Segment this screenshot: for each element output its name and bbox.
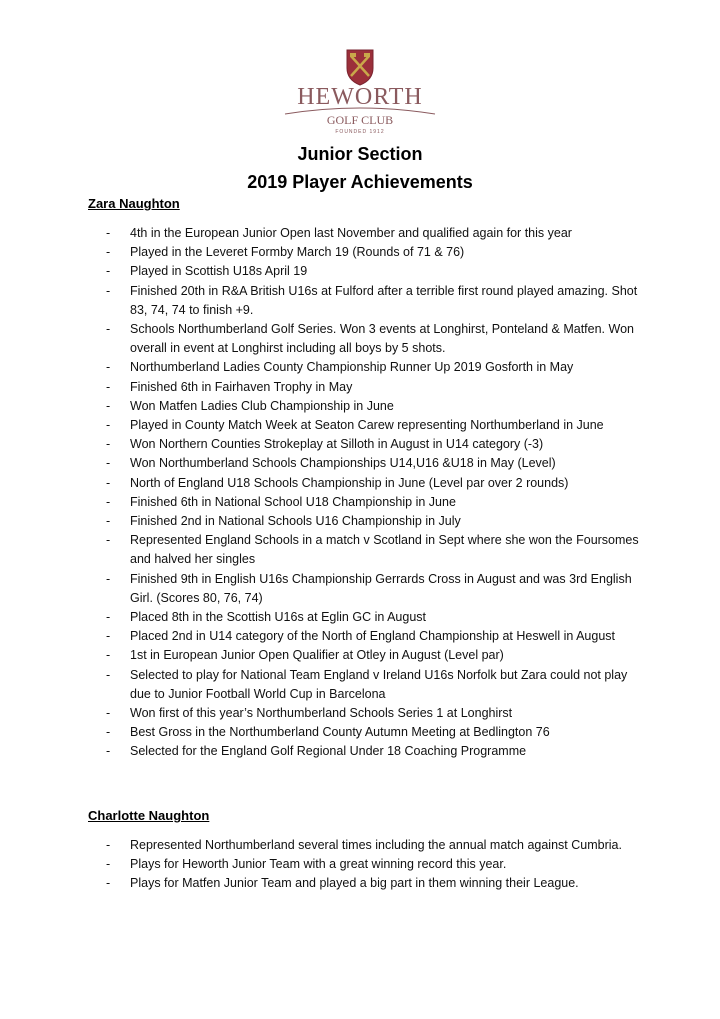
achievement-text: Represented England Schools in a match v Scotland in Sept where she won the Foursomes and halved her singles bbox=[130, 533, 639, 567]
list-item: - Plays for Heworth Junior Team with a great winning record this year. bbox=[106, 857, 507, 872]
list-item: - Represented Northumberland several times including the annual match against Cumbria. bbox=[106, 838, 622, 852]
list-item: - Best Gross in the Northumberland County Autumn Meeting at Bedlington 76 bbox=[106, 725, 550, 740]
club-logo bbox=[275, 48, 445, 138]
achievement-text: Placed 2nd in U14 category of the North of England Championship at Heswell in August bbox=[130, 629, 616, 644]
achievement-text: Won Northumberland Schools Championships U14,U16 &U18 in May (Level) bbox=[130, 456, 556, 471]
list-item: - 4th in the European Junior Open last November and qualified again for this year bbox=[106, 226, 572, 240]
achievement-text: 4th in the European Junior Open last November and qualified again for this year bbox=[130, 226, 572, 240]
list-item: - Won first of this year’s Northumberland Schools Series 1 at Longhirst bbox=[106, 706, 513, 721]
list-item: - 1st in European Junior Open Qualifier at Otley in August (Level par) bbox=[106, 648, 504, 663]
achievement-text: Schools Northumberland Golf Series. Won 3 events at Longhirst, Ponteland & Matfen. Won overall in event at Longhirst including all boys by 5 shots. bbox=[130, 322, 634, 356]
achievement-text: Won Northern Counties Strokeplay at Silloth in August in U14 category (-3) bbox=[130, 437, 544, 452]
achievement-text: Finished 9th in English U16s Championship Gerrards Cross in August and was 3rd English Girl. (Scores 80, 76, 74) bbox=[130, 571, 632, 605]
achievement-text: Played in Scottish U18s April 19 bbox=[130, 264, 308, 279]
list-item: - North of England U18 Schools Championship in June (Level par over 2 rounds) bbox=[106, 475, 569, 490]
achievement-text: Won first of this year’s Northumberland Schools Series 1 at Longhirst bbox=[130, 706, 513, 721]
achievement-text: Played in the Leveret Formby March 19 (Rounds of 71 & 76) bbox=[130, 245, 465, 260]
list-item: - Northumberland Ladies County Championship Runner Up 2019 Gosforth in May bbox=[106, 360, 574, 375]
list-item: - Won Northumberland Schools Championships U14,U16 &U18 in May (Level) bbox=[106, 456, 556, 471]
list-item: - Finished 9th in English U16s Championship Gerrards Cross in August and was 3rd English Girl. (Scores 80, 76, 74) bbox=[106, 571, 632, 605]
list-item: - Played in the Leveret Formby March 19 (Rounds of 71 & 76) bbox=[106, 245, 465, 260]
list-item: - Finished 6th in Fairhaven Trophy in May bbox=[106, 379, 353, 394]
achievement-text: Finished 2nd in National Schools U16 Championship in July bbox=[130, 514, 461, 529]
achievement-text: Northumberland Ladies County Championship Runner Up 2019 Gosforth in May bbox=[130, 360, 574, 375]
list-item: - Finished 20th in R&A British U16s at Fulford after a terrible first round played amazing. Shot 83, 74, 74 to finish +9. bbox=[106, 283, 638, 317]
achievement-text: Plays for Matfen Junior Team and played a big part in them winning their League. bbox=[130, 876, 579, 891]
list-item: - Selected for the England Golf Regional Under 18 Coaching Programme bbox=[106, 744, 527, 759]
achievement-text: Won Matfen Ladies Club Championship in June bbox=[130, 398, 394, 413]
list-item: - Played in Scottish U18s April 19 bbox=[106, 264, 308, 279]
achievement-list-charlotte bbox=[88, 836, 648, 894]
list-item: - Finished 6th in National School U18 Championship in June bbox=[106, 494, 456, 509]
achievement-text: Finished 6th in Fairhaven Trophy in May bbox=[130, 379, 353, 394]
section-title: Junior Section bbox=[297, 144, 423, 164]
achievement-text: North of England U18 Schools Championship in June (Level par over 2 rounds) bbox=[130, 475, 569, 490]
list-item: - Selected to play for National Team England v Ireland U16s Norfolk but Zara could not play due to Junior Football World Cup in Barcelona bbox=[106, 667, 628, 701]
achievement-text: Finished 6th in National School U18 Championship in June bbox=[130, 494, 456, 509]
list-item: - Won Northern Counties Strokeplay at Silloth in August in U14 category (-3) bbox=[106, 437, 544, 452]
list-item: - Represented England Schools in a match v Scotland in Sept where she won the Foursomes and halved her singles bbox=[106, 533, 639, 567]
list-item: - Won Matfen Ladies Club Championship in June bbox=[106, 398, 394, 413]
shield-crest-icon bbox=[345, 48, 375, 86]
achievement-text: Represented Northumberland several times including the annual match against Cumbria. bbox=[130, 838, 622, 852]
achievement-text: 1st in European Junior Open Qualifier at Otley in August (Level par) bbox=[130, 648, 504, 663]
list-item: - Placed 8th in the Scottish U16s at Eglin GC in August bbox=[106, 610, 427, 625]
list-item: - Placed 2nd in U14 category of the North of England Championship at Heswell in August bbox=[106, 629, 616, 644]
achievement-text: Best Gross in the Northumberland County Autumn Meeting at Bedlington 76 bbox=[130, 725, 550, 740]
list-item: - Plays for Matfen Junior Team and played a big part in them winning their League. bbox=[106, 876, 579, 891]
list-item: - Played in County Match Week at Seaton Carew representing Northumberland in June bbox=[106, 418, 604, 433]
list-item: - Finished 2nd in National Schools U16 Championship in July bbox=[106, 514, 461, 529]
achievement-text: Finished 20th in R&A British U16s at Fulford after a terrible first round played amazing. Shot 83, 74, 74 to finish +9. bbox=[130, 283, 638, 317]
player-name-charlotte: Charlotte Naughton bbox=[88, 808, 210, 823]
achievement-text: Selected to play for National Team England v Ireland U16s Norfolk but Zara could not play due to Junior Football World Cup in Barcelona bbox=[130, 667, 628, 701]
achievement-text: Plays for Heworth Junior Team with a great winning record this year. bbox=[130, 857, 507, 872]
club-subtitle: GOLF CLUB bbox=[326, 113, 394, 127]
list-item: - Schools Northumberland Golf Series. Won 3 events at Longhirst, Ponteland & Matfen. Won overall in event at Longhirst including all boys by 5 shots. bbox=[106, 322, 634, 356]
founded-text: FOUNDED 1912 bbox=[335, 129, 385, 135]
achievement-text: Played in County Match Week at Seaton Carew representing Northumberland in June bbox=[130, 418, 604, 433]
player-name-zara: Zara Naughton bbox=[88, 196, 180, 211]
page-title: 2019 Player Achievements bbox=[247, 172, 473, 192]
achievement-text: Placed 8th in the Scottish U16s at Eglin GC in August bbox=[130, 610, 427, 625]
achievement-text: Selected for the England Golf Regional Under 18 Coaching Programme bbox=[130, 744, 527, 759]
achievement-list-zara bbox=[88, 224, 648, 762]
club-name: HEWORTH bbox=[297, 84, 423, 110]
